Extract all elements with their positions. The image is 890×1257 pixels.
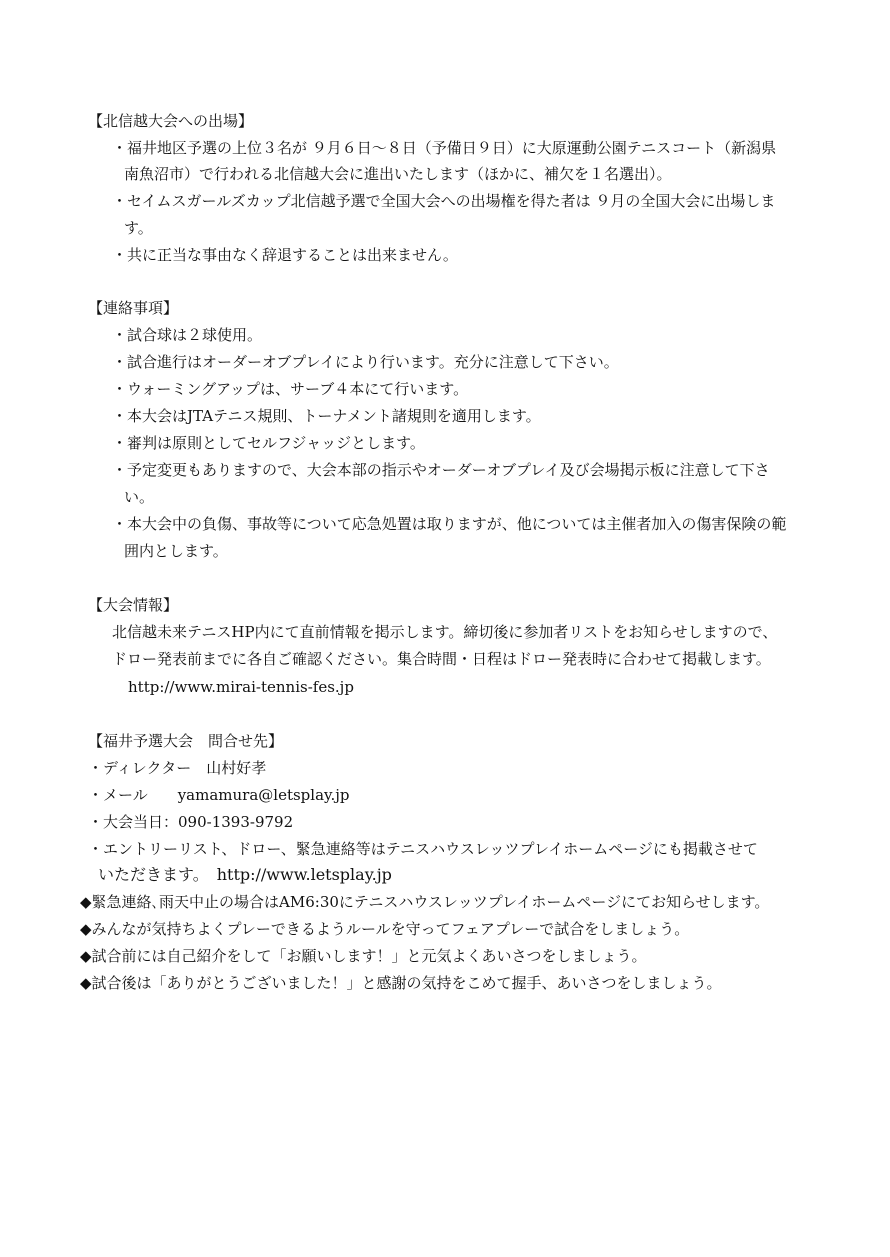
section-heading-hokushinetsu: 【北信越大会への出場】 xyxy=(88,112,254,130)
contact-website[interactable]: いただきます。 http://www.letsplay.jp xyxy=(98,865,392,884)
bullet-item: ◆試合前には自己紹介をして「お願いします！」と元気よくあいさつをしましょう。 xyxy=(80,947,647,965)
notes-line: ・本大会はJTAテニス規則、トーナメント諸規則を適用します。 xyxy=(112,407,541,425)
notes-line: ・本大会中の負傷、事故等について応急処置は取りますが、他については主催者加入の傷害保険の範 xyxy=(112,515,787,533)
hokushinetsu-line: ・福井地区予選の上位３名が ９月６日～８日（予備日９日）に大原運動公園テニスコート（新潟県 xyxy=(112,139,777,157)
hokushinetsu-line: ・共に正当な事由なく辞退することは出来ません。 xyxy=(112,246,458,264)
section-heading-contact: 【福井予選大会 問合せ先】 xyxy=(88,732,284,750)
hokushinetsu-line: 南魚沼市）で行われる北信越大会に進出いたします（ほかに、補欠を１名選出）。 xyxy=(124,165,672,183)
contact-director: ・ディレクター 山村好孝 xyxy=(88,759,267,777)
bullet-item: ◆緊急連絡､雨天中止の場合はAM6:30にテニスハウスレッツプレイホームページにてお知らせします。 xyxy=(80,893,770,911)
notes-line: ・ウォーミングアップは、サーブ４本にて行います。 xyxy=(112,380,469,398)
info-line: ドロー発表前までに各自ご確認ください。集合時間・日程はドロー発表時に合わせて掲載します。 xyxy=(112,650,771,668)
contact-line: ・エントリーリスト、ドロー、緊急連絡等はテニスハウスレッツプレイホームページにも掲載させて xyxy=(88,840,758,858)
hokushinetsu-line: ・セイムスガールズカップ北信越予選で全国大会への出場権を得た者は ９月の全国大会に出場しま xyxy=(112,192,776,210)
notes-line: ・試合球は２球使用。 xyxy=(112,326,263,344)
section-heading-info: 【大会情報】 xyxy=(88,596,179,614)
notes-line: ・試合進行はオーダーオブプレイにより行います。充分に注意して下さい。 xyxy=(112,353,619,371)
hokushinetsu-line: す。 xyxy=(124,219,153,237)
info-line: 北信越未来テニスHP内にて直前情報を掲示します。締切後に参加者リストをお知らせしますので、 xyxy=(112,623,778,641)
notes-line: ・審判は原則としてセルフジャッジとします。 xyxy=(112,434,425,452)
bullet-item: ◆試合後は「ありがとうございました！」と感謝の気持をこめて握手、あいさつをしましょう。 xyxy=(80,974,722,992)
notes-line: い。 xyxy=(124,488,155,506)
contact-phone: ・大会当日：090-1393-9792 xyxy=(88,813,294,831)
bullet-item: ◆みんなが気持ちよくプレーできるようルールを守ってフェアプレーで試合をしましょう。 xyxy=(80,920,690,938)
section-heading-notes: 【連絡事項】 xyxy=(88,299,179,317)
info-url-link[interactable]: http://www.mirai-tennis-fes.jp xyxy=(128,678,354,696)
notes-line: 囲内とします。 xyxy=(124,542,228,560)
contact-email[interactable]: ・メール yamamura@letsplay.jp xyxy=(88,786,350,804)
notes-line: ・予定変更もありますので、大会本部の指示やオーダーオブプレイ及び会場掲示板に注意して下さ xyxy=(112,461,770,479)
